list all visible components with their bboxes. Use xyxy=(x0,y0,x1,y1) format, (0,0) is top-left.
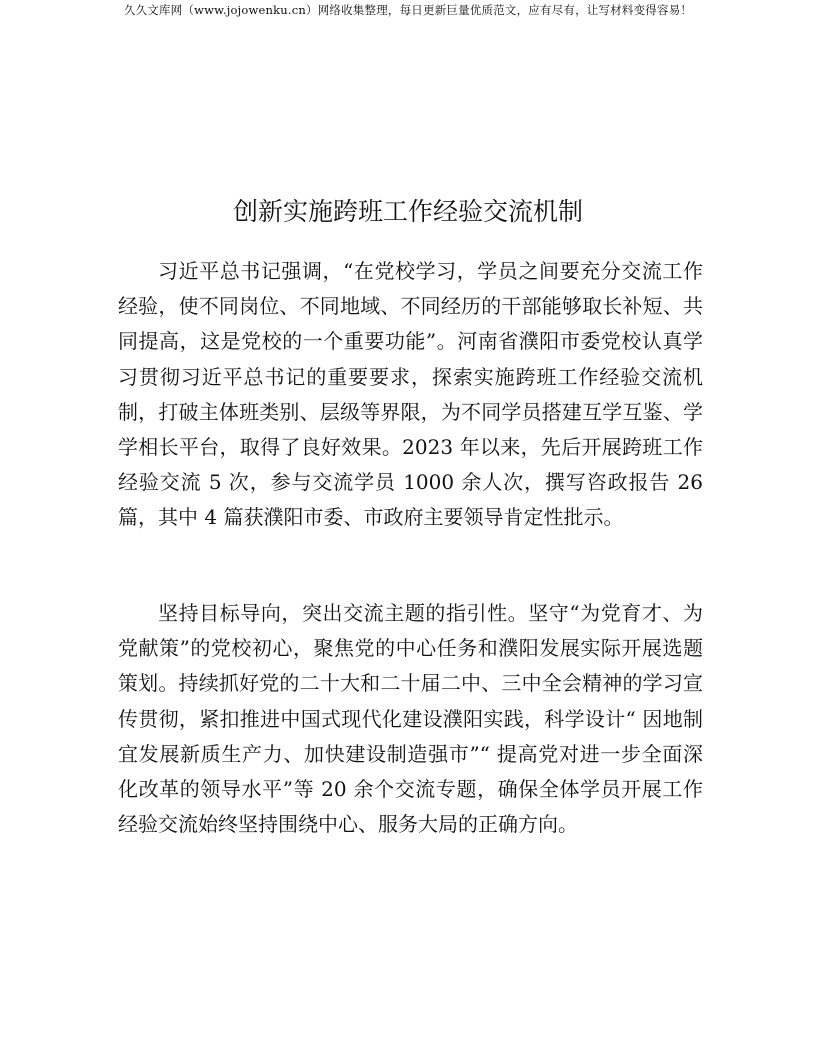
document-title: 创新实施跨班工作经验交流机制 xyxy=(232,197,583,226)
site-header: 久久文库网（www.jojowenku.cn）网络收集整理，每日更新巨量优质范文，应有尽有，让写材料变得容易！ xyxy=(123,3,693,17)
body-paragraph: 习近平总书记强调，“在党校学习，学员之间要充分交流工作经验，使不同岗位、不同地域、不同经历的干部能够取长补短、共同提高，这是党校的一个重要功能”。河南省濮阳市委党校认真学习贯彻习近平总书记的重要要求，探索实施跨班工作经验交流机制，打破主体班类别、层级等界限，为不同学员搭建互学互鉴、学学相长平台，取得了良好效果。2023 年以来，先后开展跨班工作经验交流 5 次，参与交流学员 1000 余人次，撰写咨政报告 26 篇，其中 4 篇获濮阳市委、市政府主要领导肯定性批示。 xyxy=(118,259,703,530)
body-paragraph: 坚持目标导向，突出交流主题的指引性。坚守“为党育才、为党献策”的党校初心，聚焦党的中心任务和濮阳发展实际开展选题策划。持续抓好党的二十大和二十届二中、三中全会精神的学习宣传贯彻，紧扣推进中国式现代化建设濮阳实践，科学设计“ 因地制宜发展新质生产力、加快建设制造强市”“ 提高党对进一步全面深化改革的领导水平”等 20 余个交流专题，确保全体学员开展工作经验交流始终坚持围绕中心、服务大局的正确方向。 xyxy=(118,601,703,837)
